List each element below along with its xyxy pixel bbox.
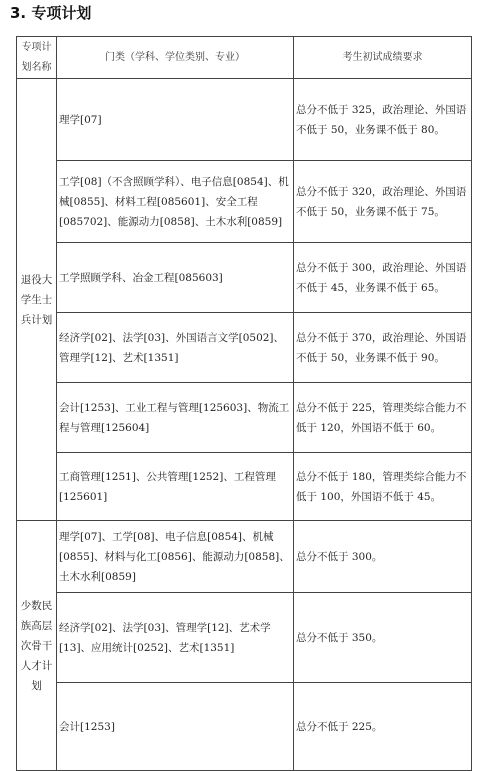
table-row [17,383,472,453]
header-category: 门类（学科、学位类别、专业） [57,37,294,79]
category-cell: 工商管理[1251]、公共管理[1252]、工程管理[125601] [57,453,294,521]
category-cell: 工学照顾学科、冶金工程[085603] [57,243,294,313]
table-row [17,243,472,313]
requirement-cell: 总分不低于 300。 [294,521,472,593]
category-cell: 工学[08]（不含照顾学科）、电子信息[0854]、机械[0855]、材料工程[085601]、安全工程[085702]、能源动力[0858]、土木水利[0859] [57,161,294,243]
requirement-cell: 总分不低于 180，管理类综合能力不低于 100，外国语不低于 45。 [294,453,472,521]
requirement-cell: 总分不低于 350。 [294,593,472,683]
requirement-cell: 总分不低于 325，政治理论、外国语不低于 50，业务课不低于 80。 [294,79,472,161]
table-row [17,593,472,683]
header-plan-name: 专项计划名称 [17,37,57,79]
requirement-cell: 总分不低于 300，政治理论、外国语不低于 45，业务课不低于 65。 [294,243,472,313]
category-cell: 经济学[02]、法学[03]、外国语言文学[0502]、管理学[12]、艺术[1351] [57,313,294,383]
special-plan-table [16,36,472,771]
table-row [17,453,472,521]
table-header-row [17,37,472,79]
category-cell: 理学[07] [57,79,294,161]
header-requirement: 考生初试成绩要求 [294,37,472,79]
requirement-cell: 总分不低于 225。 [294,683,472,771]
section-title: 3. 专项计划 [10,4,92,22]
table-row [17,521,472,593]
category-cell: 会计[1253]、工业工程与管理[125603]、物流工程与管理[125604] [57,383,294,453]
plan-name-veteran [17,79,57,521]
requirement-cell: 总分不低于 225，管理类综合能力不低于 120，外国语不低于 60。 [294,383,472,453]
plan-name-minority [17,521,57,771]
plan-name-text: 退役大学生士兵计划 [20,273,53,326]
requirement-cell: 总分不低于 370，政治理论、外国语不低于 50，业务课不低于 90。 [294,313,472,383]
table-row [17,683,472,771]
category-cell: 经济学[02]、法学[03]、管理学[12]、艺术学[13]、应用统计[0252]、艺术[1351] [57,593,294,683]
table-row [17,313,472,383]
plan-name-text: 少数民族高层次骨干人才计划 [20,599,53,692]
category-cell: 理学[07]、工学[08]、电子信息[0854]、机械[0855]、材料与化工[0856]、能源动力[0858]、土木水利[0859] [57,521,294,593]
category-cell: 会计[1253] [57,683,294,771]
table-row [17,79,472,161]
table-row [17,161,472,243]
requirement-cell: 总分不低于 320，政治理论、外国语不低于 50，业务课不低于 75。 [294,161,472,243]
